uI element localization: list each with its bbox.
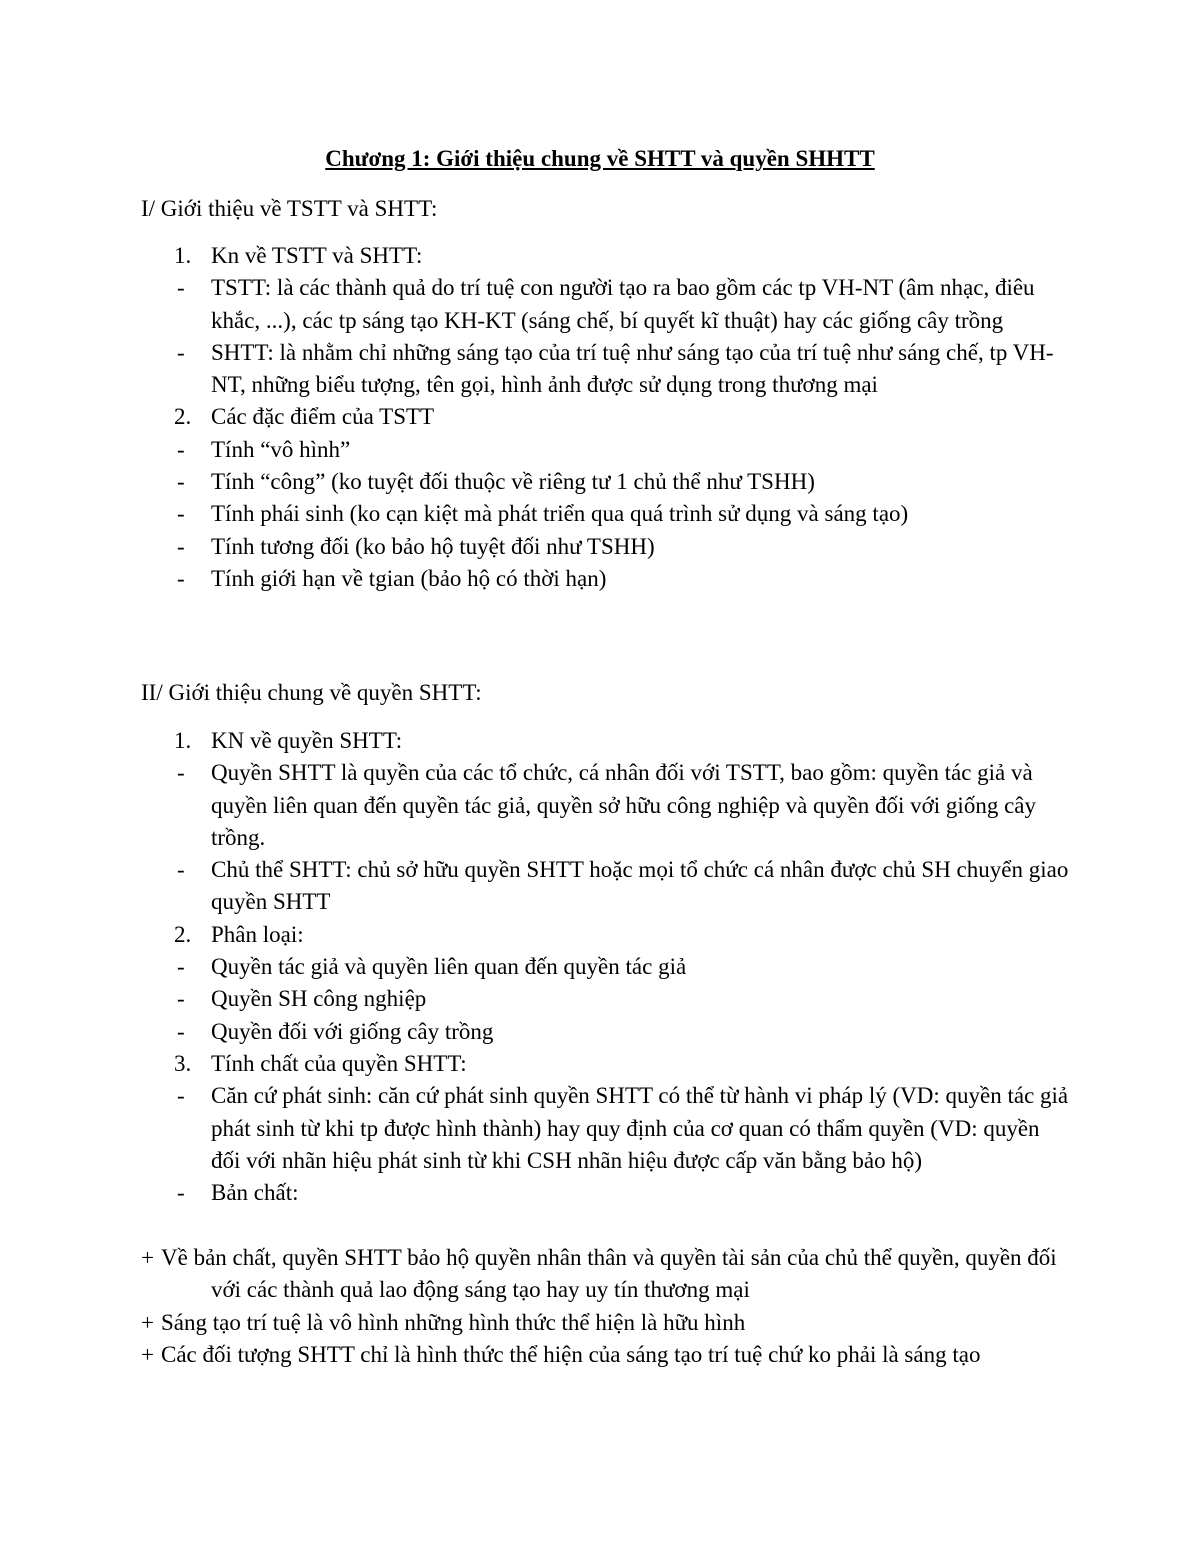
bullet-dash: - bbox=[177, 1018, 185, 1044]
section-2-list bbox=[0, 725, 1200, 1209]
plus-item bbox=[0, 1307, 1200, 1339]
numbered-item bbox=[0, 240, 1200, 272]
bullet-dash: - bbox=[177, 1083, 185, 1109]
plus-item-text: Các đối tượng SHTT chỉ là hình thức thể hiện của sáng tạo trí tuệ chứ ko phải là sáng tạo bbox=[161, 1341, 981, 1367]
item-text: Phân loại: bbox=[211, 921, 304, 947]
item-number: 1. bbox=[174, 728, 192, 753]
item-number: 2. bbox=[174, 921, 192, 947]
item-text: Tính giới hạn về tgian (bảo hộ có thời hạn) bbox=[211, 565, 607, 591]
item-text: SHTT: là nhằm chỉ những sáng tạo của trí tuệ như sáng tạo của trí tuệ như sáng chế, tp VH-NT, những biểu tượng, tên gọi, hình ảnh được sử dụng trong thương mại bbox=[211, 339, 1054, 398]
item-text: Tính chất của quyền SHTT: bbox=[211, 1050, 467, 1076]
bullet-dash: - bbox=[177, 469, 185, 495]
numbered-item bbox=[0, 1048, 1200, 1080]
bullet-item bbox=[0, 1016, 1200, 1048]
bullet-item bbox=[0, 498, 1200, 530]
item-number: 2. bbox=[174, 404, 192, 430]
plus-marker: + bbox=[141, 1309, 154, 1335]
bullet-dash: - bbox=[177, 275, 185, 301]
item-text: Tính tương đối (ko bảo hộ tuyệt đối như TSHH) bbox=[211, 533, 655, 559]
bullet-dash: - bbox=[177, 339, 185, 365]
item-text: Quyền đối với giống cây trồng bbox=[211, 1018, 494, 1044]
item-text: KN về quyền SHTT: bbox=[211, 728, 403, 753]
item-number: 1. bbox=[174, 243, 192, 268]
section-heading-2: II/ Giới thiệu chung về quyền SHTT: bbox=[141, 680, 482, 705]
bullet-item bbox=[0, 854, 1200, 919]
item-text: Tính phái sinh (ko cạn kiệt mà phát triển qua quá trình sử dụng và sáng tạo) bbox=[211, 501, 909, 527]
plus-item-text: Sáng tạo trí tuệ là vô hình những hình thức thể hiện là hữu hình bbox=[161, 1309, 746, 1335]
plus-list bbox=[0, 1242, 1200, 1371]
bullet-dash: - bbox=[177, 857, 185, 883]
bullet-item bbox=[0, 531, 1200, 563]
item-text: Kn về TSTT và SHTT: bbox=[211, 243, 423, 268]
item-text: Tính “công” (ko tuyệt đối thuộc về riêng tư 1 chủ thể như TSHH) bbox=[211, 469, 815, 495]
plus-item bbox=[0, 1339, 1200, 1371]
bullet-item bbox=[0, 951, 1200, 983]
section-1-list bbox=[0, 240, 1200, 595]
numbered-item bbox=[0, 401, 1200, 433]
item-text: Chủ thể SHTT: chủ sở hữu quyền SHTT hoặc mọi tổ chức cá nhân được chủ SH chuyển giao quyền SHTT bbox=[211, 857, 1069, 915]
bullet-item bbox=[0, 466, 1200, 498]
item-text: Quyền SH công nghiệp bbox=[211, 986, 427, 1012]
bullet-item bbox=[0, 1177, 1200, 1209]
page-title: Chương 1: Giới thiệu chung về SHTT và quyền SHHTT bbox=[325, 146, 875, 171]
item-text: Căn cứ phát sinh: căn cứ phát sinh quyền SHTT có thể từ hành vi pháp lý (VD: quyền tác giả phát sinh từ khi tp được hình thành) hay quy định của cơ quan có thẩm quyền (VD: quyền đối với nhãn hiệu phát sinh từ khi CSH nhãn hiệu được cấp văn bằng bảo hộ) bbox=[211, 1083, 1069, 1173]
bullet-dash: - bbox=[177, 565, 185, 591]
item-text: Các đặc điểm của TSTT bbox=[211, 404, 435, 430]
bullet-item bbox=[0, 983, 1200, 1015]
bullet-dash: - bbox=[177, 501, 185, 527]
bullet-item bbox=[0, 563, 1200, 595]
bullet-item bbox=[0, 1080, 1200, 1177]
item-text: Quyền tác giả và quyền liên quan đến quyền tác giả bbox=[211, 954, 687, 980]
plus-marker: + bbox=[141, 1341, 154, 1367]
bullet-item bbox=[0, 337, 1200, 402]
plus-item bbox=[0, 1242, 1200, 1307]
item-text: Quyền SHTT là quyền của các tổ chức, cá nhân đối với TSTT, bao gồm: quyền tác giả và quyền liên quan đến quyền tác giả, quyền sở hữu công nghiệp và quyền đối với giống cây trồng. bbox=[211, 760, 1036, 850]
bullet-dash: - bbox=[177, 533, 185, 559]
section-heading-1: I/ Giới thiệu về TSTT và SHTT: bbox=[141, 196, 438, 221]
item-text: Tính “vô hình” bbox=[211, 436, 351, 462]
numbered-item bbox=[0, 919, 1200, 951]
bullet-dash: - bbox=[177, 760, 185, 786]
plus-marker: + bbox=[141, 1245, 154, 1270]
item-number: 3. bbox=[174, 1050, 192, 1076]
item-text: TSTT: là các thành quả do trí tuệ con người tạo ra bao gồm các tp VH-NT (âm nhạc, điêu khắc, ...), các tp sáng tạo KH-KT (sáng chế, bí quyết kĩ thuật) hay các giống cây trồng bbox=[211, 275, 1035, 333]
bullet-dash: - bbox=[177, 986, 185, 1012]
bullet-item bbox=[0, 272, 1200, 337]
bullet-dash: - bbox=[177, 1180, 185, 1206]
plus-item-text: Về bản chất, quyền SHTT bảo hộ quyền nhân thân và quyền tài sản của chủ thể quyền, quyền đối với các thành quả lao động sáng tạo hay uy tín thương mại bbox=[161, 1245, 1057, 1303]
item-text: Bản chất: bbox=[211, 1180, 299, 1206]
numbered-item bbox=[0, 725, 1200, 757]
bullet-item bbox=[0, 434, 1200, 466]
bullet-dash: - bbox=[177, 436, 185, 462]
bullet-dash: - bbox=[177, 954, 185, 980]
bullet-item bbox=[0, 757, 1200, 854]
